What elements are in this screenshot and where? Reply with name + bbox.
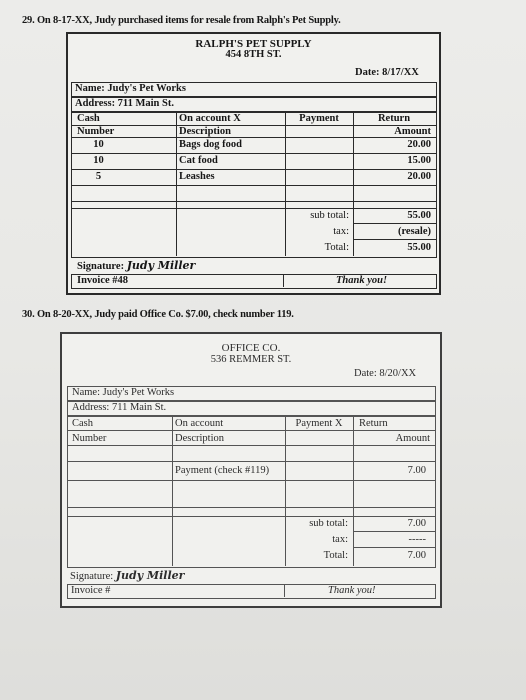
total-value: 7.00 xyxy=(407,550,426,561)
item-description: Bags dog food xyxy=(179,139,243,150)
cash-header: Cash xyxy=(77,113,100,124)
cash-header: Cash xyxy=(72,418,93,429)
thank-you: Thank you! xyxy=(328,585,376,596)
description-header: Description xyxy=(175,433,224,444)
tax-value: ----- xyxy=(408,534,426,545)
receipt-office-co xyxy=(60,332,442,608)
total-label: Total: xyxy=(324,242,349,253)
subtotal-label: sub total: xyxy=(309,518,348,529)
item-description: Cat food xyxy=(179,155,218,166)
number-header: Number xyxy=(77,126,115,137)
question-text: On 8-17-XX, Judy purchased items for resale from Ralph's Pet Supply. xyxy=(36,15,341,26)
payment-header: Payment xyxy=(299,113,339,124)
customer-name: Name: Judy's Pet Works xyxy=(75,83,186,94)
receipt-date: Date: 8/17/XX xyxy=(355,67,419,78)
item-amount: 15.00 xyxy=(407,155,431,166)
payment-header: Payment X xyxy=(295,418,343,429)
question-text: On 8-20-XX, Judy paid Office Co. $7.00, check number 119. xyxy=(36,309,294,320)
company-address: 454 8TH ST. xyxy=(225,49,282,60)
subtotal-label: sub total: xyxy=(310,210,349,221)
customer-address: Address: 711 Main St. xyxy=(75,98,174,109)
company-name: OFFICE CO. xyxy=(221,342,281,354)
receipt-date: Date: 8/20/XX xyxy=(354,368,417,379)
item-number: 5 xyxy=(95,171,102,182)
amount-header: Amount xyxy=(395,433,430,444)
description-header: Description xyxy=(179,126,231,137)
tax-label: tax: xyxy=(333,226,349,237)
customer-name: Name: Judy's Pet Works xyxy=(72,387,175,398)
total-value: 55.00 xyxy=(407,242,431,253)
customer-address: Address: 711 Main St. xyxy=(72,402,167,413)
company-address: 536 REMMER ST. xyxy=(210,354,292,365)
subtotal-value: 7.00 xyxy=(407,518,426,529)
item-amount: 7.00 xyxy=(407,465,426,476)
signature-label: Signature: xyxy=(70,571,114,582)
question-number: 30. xyxy=(22,309,35,320)
subtotal-value: 55.00 xyxy=(407,210,431,221)
question-number: 29. xyxy=(22,15,35,26)
invoice-number: Invoice # xyxy=(71,585,111,596)
on-account-header: On account X xyxy=(179,113,241,124)
item-description: Leashes xyxy=(179,171,215,182)
tax-label: tax: xyxy=(332,534,348,545)
question-30 xyxy=(22,309,294,320)
signature: Judy Miller xyxy=(126,259,196,272)
item-description: Payment (check #119) xyxy=(175,465,270,476)
invoice-number: Invoice #48 xyxy=(77,275,129,286)
question-29 xyxy=(22,15,341,26)
signature-label: Signature: xyxy=(77,261,125,272)
thank-you: Thank you! xyxy=(336,275,388,286)
item-number: 10 xyxy=(93,139,104,150)
total-label: Total: xyxy=(323,550,348,561)
signature: Judy Miller xyxy=(115,569,185,582)
footer-row xyxy=(67,584,436,599)
tax-value: (resale) xyxy=(397,226,431,237)
company-name: RALPH'S PET SUPPLY xyxy=(195,38,312,50)
return-header: Return xyxy=(359,418,388,429)
on-account-header: On account xyxy=(175,418,224,429)
return-header: Return xyxy=(377,113,411,124)
receipt-ralphs-pet-supply xyxy=(66,32,441,295)
item-amount: 20.00 xyxy=(407,171,431,182)
amount-header: Amount xyxy=(394,126,431,137)
item-amount: 20.00 xyxy=(407,139,431,150)
number-header: Number xyxy=(72,433,107,444)
signature-line xyxy=(70,570,184,583)
item-number: 10 xyxy=(93,155,104,166)
signature-line xyxy=(77,260,195,273)
